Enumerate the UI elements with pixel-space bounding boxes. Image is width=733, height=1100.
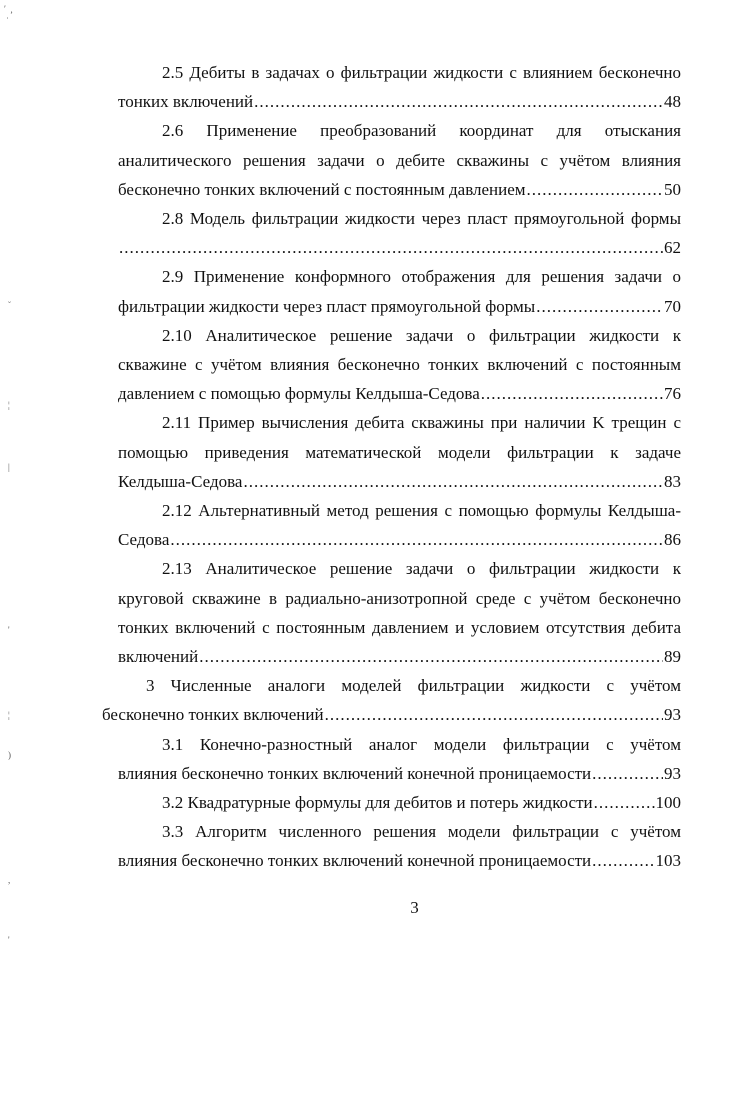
toc-entry-last-line: тонких включений bbox=[118, 92, 254, 112]
dot-leader bbox=[170, 525, 663, 554]
dot-leader bbox=[199, 642, 663, 671]
toc-leader-line bbox=[102, 700, 681, 729]
toc-entry-text: 2.13 Аналитическое решение задачи о фильтрации жидкости к круговой скважине в радиально-анизотропной среде с учётом бесконечно тонких включений с постоянным давлением и условием отсутствия дебита bbox=[118, 559, 681, 637]
toc-leader-line bbox=[118, 87, 681, 116]
dot-leader bbox=[536, 292, 663, 321]
toc-entry-text: 2.12 Альтернативный метод решения с помощью формулы Келдыша- bbox=[162, 501, 681, 521]
toc-entry-text: 2.10 Аналитическое решение задачи о фильтрации жидкости к скважине с учётом влияния бесконечно тонких включений с постоянным bbox=[118, 325, 681, 375]
toc-entry-text: 3.1 Конечно-разностный аналог модели фильтрации с учётом bbox=[162, 734, 681, 754]
toc-entry-text: 2.6 Применение преобразований координат для отыскания аналитического решения задачи о дебите скважины с учётом влияния bbox=[118, 121, 681, 170]
toc-page-number: 50 bbox=[664, 179, 681, 199]
toc-entry-last-line: включений bbox=[118, 647, 199, 667]
toc-entry-last-line: влияния бесконечно тонких включений конечной проницаемости bbox=[118, 763, 592, 783]
toc-page-number: 83 bbox=[664, 471, 681, 491]
toc-entry-text: 2.8 Модель фильтрации жидкости через пласт прямоугольной формы bbox=[162, 209, 681, 229]
scan-mark: ¦ bbox=[8, 710, 10, 720]
dot-leader bbox=[592, 759, 663, 788]
toc-entry-last-line: 3.2 Квадратурные формулы для дебитов и потерь жидкости bbox=[162, 793, 593, 813]
scan-mark: ) bbox=[8, 750, 11, 760]
toc-leader-line bbox=[118, 788, 681, 817]
toc-entry-last-line: фильтрации жидкости через пласт прямоугольной формы bbox=[118, 296, 536, 316]
scan-mark: ˘ bbox=[8, 300, 11, 310]
scan-mark: , bbox=[8, 875, 11, 885]
scan-mark: | bbox=[8, 462, 10, 472]
toc-entry-2-12[interactable] bbox=[118, 496, 681, 554]
scan-mark: ˙ bbox=[6, 16, 9, 26]
toc-leader-line bbox=[118, 292, 681, 321]
toc-entry-last-line: влияния бесконечно тонких включений конечной проницаемости bbox=[118, 851, 592, 871]
dot-leader bbox=[243, 467, 663, 496]
scan-margin-marks bbox=[0, 0, 20, 1100]
scan-mark: ’ bbox=[10, 10, 13, 20]
toc-entry-2-8[interactable] bbox=[118, 204, 681, 262]
toc-entry-3-1[interactable] bbox=[118, 730, 681, 788]
toc-page-number: 48 bbox=[664, 92, 681, 112]
toc-entry-last-line: бесконечно тонких включений с постоянным давлением bbox=[118, 179, 526, 199]
dot-leader bbox=[527, 175, 663, 204]
toc-leader-line bbox=[118, 233, 681, 262]
toc-page-number: 93 bbox=[664, 705, 681, 725]
toc-entry-text: 2.5 Дебиты в задачах о фильтрации жидкости с влиянием бесконечно bbox=[162, 63, 681, 82]
toc-page-number: 86 bbox=[664, 530, 681, 550]
dot-leader bbox=[325, 700, 663, 729]
toc-leader-line bbox=[118, 175, 681, 204]
toc-page-number: 100 bbox=[655, 793, 681, 813]
toc-entry-last-line: давлением с помощью формулы Келдыша-Седова bbox=[118, 384, 480, 404]
toc-leader-line bbox=[118, 379, 681, 408]
toc-page-number: 70 bbox=[664, 296, 681, 316]
toc-entry-3-3[interactable] bbox=[118, 817, 681, 875]
dot-leader bbox=[481, 379, 663, 408]
toc-entry-text: 3.3 Алгоритм численного решения модели фильтрации с учётом bbox=[162, 822, 681, 842]
scan-mark: ' bbox=[8, 935, 10, 945]
toc-entry-last-line: бесконечно тонких включений bbox=[102, 705, 324, 725]
toc-entry-2-5[interactable] bbox=[118, 58, 681, 116]
dot-leader bbox=[594, 788, 655, 817]
toc-entry-3-2[interactable] bbox=[118, 788, 681, 817]
toc-entry-2-6[interactable] bbox=[118, 116, 681, 204]
toc-entry-2-9[interactable] bbox=[118, 262, 681, 320]
toc-page-number: 89 bbox=[664, 647, 681, 667]
table-of-contents bbox=[102, 58, 681, 876]
toc-entry-3[interactable] bbox=[102, 671, 681, 729]
scan-mark: ¦ bbox=[8, 400, 10, 410]
toc-entry-last-line: Седова bbox=[118, 530, 170, 550]
dot-leader bbox=[592, 846, 654, 875]
toc-entry-2-11[interactable] bbox=[118, 408, 681, 496]
toc-page-number: 103 bbox=[655, 851, 681, 871]
page-number: 3 bbox=[410, 898, 419, 917]
toc-page-number: 93 bbox=[664, 763, 681, 783]
toc-entry-text: 3 Численные аналоги моделей фильтрации жидкости с учётом bbox=[146, 676, 681, 696]
toc-leader-line bbox=[118, 525, 681, 554]
toc-entry-2-10[interactable] bbox=[118, 321, 681, 409]
toc-entry-2-13[interactable] bbox=[118, 554, 681, 671]
toc-entry-text: 2.11 Пример вычисления дебита скважины при наличии K трещин с помощью приведения математической модели фильтрации к задаче bbox=[118, 413, 681, 462]
toc-leader-line bbox=[118, 467, 681, 496]
toc-leader-line bbox=[118, 759, 681, 788]
toc-leader-line bbox=[118, 642, 681, 671]
toc-entry-text: 2.9 Применение конформного отображения для решения задачи о bbox=[162, 267, 681, 287]
dot-leader bbox=[254, 87, 663, 116]
toc-leader-line bbox=[118, 846, 681, 875]
scan-mark: ' bbox=[8, 625, 10, 635]
scan-mark: ′ bbox=[4, 4, 6, 14]
toc-page-number: 62 bbox=[664, 238, 681, 258]
toc-page-number: 76 bbox=[664, 384, 681, 404]
toc-entry-last-line: Келдыша-Седова bbox=[118, 471, 243, 491]
dot-leader bbox=[119, 233, 663, 262]
